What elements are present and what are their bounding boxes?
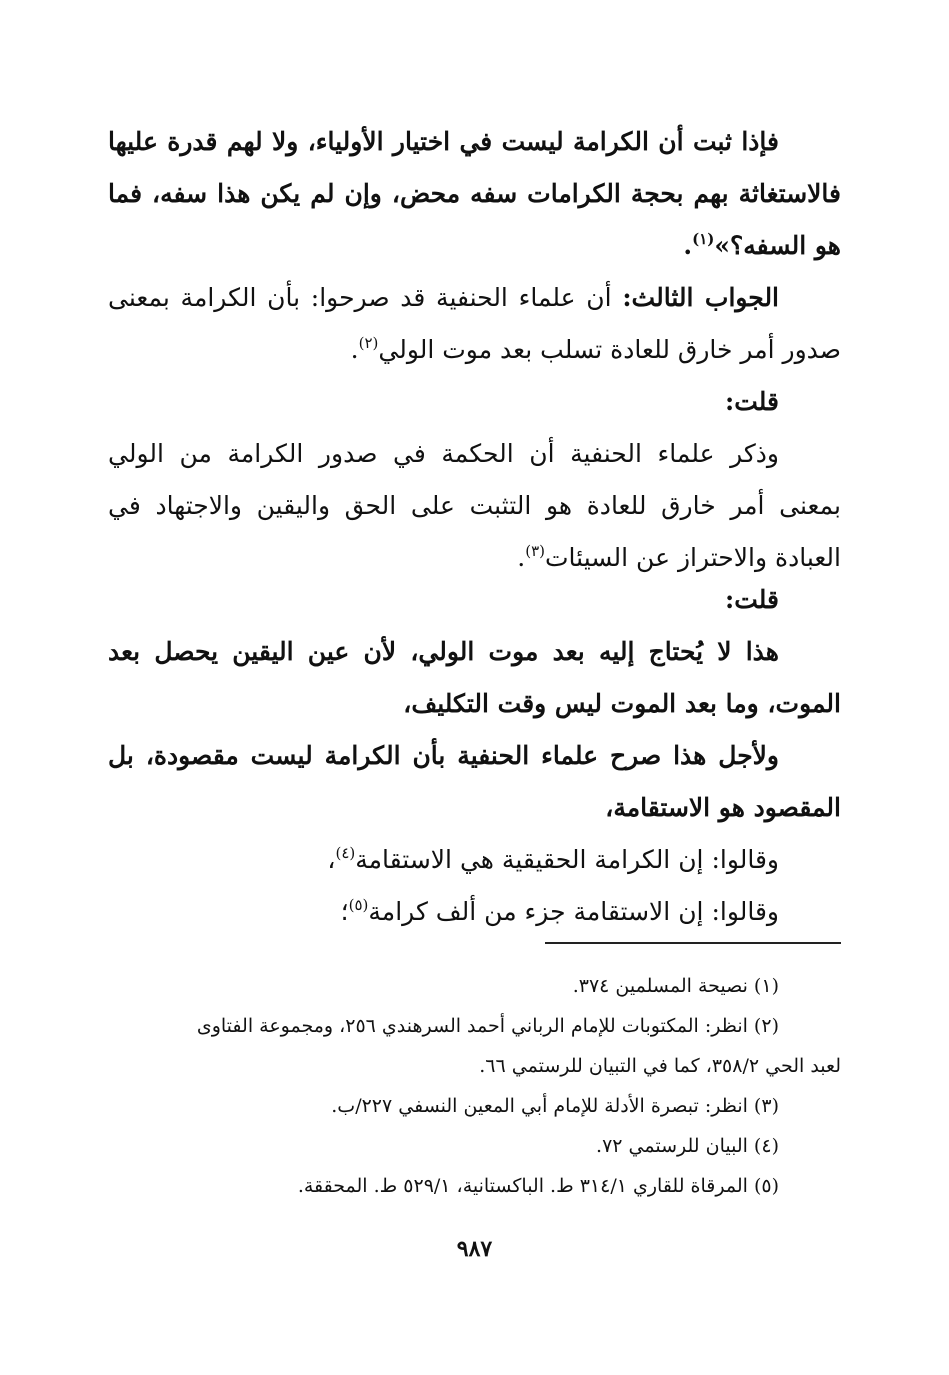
paragraph-conclusion: [108, 116, 841, 272]
paragraph-text: وذكر علماء الحنفية أن الحكمة في صدور الكرامة من الولي بمعنى أمر خارق للعادة هو التثبت على الحق واليقين والاجتهاد في العبادة والاحتراز عن السيئات: [108, 439, 841, 572]
footnote-5: (٥) المرقاة للقاري ٣١٤/١ ط. الباكستانية، ٥٢٩/١ ط. المحققة.: [297, 1175, 779, 1197]
footnote-2: (٢) انظر: المكتوبات للإمام الرباني أحمد السرهندي ٢٥٦، ومجموعة الفتاوى: [196, 1015, 779, 1037]
paragraph-third-answer: [108, 272, 841, 376]
footnote-ref-3: (٣): [525, 542, 545, 560]
paragraph-tail: .: [683, 231, 693, 260]
qult-heading-1: قلت:: [724, 387, 779, 416]
paragraph-tail: .: [350, 335, 359, 364]
paragraph-text: فإذا ثبت أن الكرامة ليست في اختيار الأولياء، ولا لهم قدرة عليها فالاستغاثة بهم بحجة الكرامات سفه محض، وإن لم يكن هذا سفه، فما هو السفه؟»: [108, 127, 841, 260]
paragraph-text: وقالوا: إن الكرامة الحقيقية هي الاستقامة: [355, 845, 779, 874]
paragraph-thousand-karama: [108, 886, 841, 938]
paragraph-real-karama: [108, 834, 841, 886]
section-heading: الجواب الثالث:: [622, 283, 780, 312]
page-number: ٩٨٧: [456, 1236, 493, 1262]
qult-heading-2: قلت:: [724, 585, 779, 614]
paragraph-tail: ،: [327, 845, 336, 874]
paragraph-istiqama: ولأجل هذا صرح علماء الحنفية بأن الكرامة ليست مقصودة، بل المقصود هو الاستقامة،: [108, 741, 841, 822]
footnote-ref-2: (٢): [358, 334, 379, 352]
paragraph-text: أن علماء الحنفية قد صرحوا: بأن الكرامة بمعنى صدور أمر خارق للعادة تسلب بعد موت الولي: [108, 283, 841, 364]
main-text: [108, 116, 841, 584]
footnote-4: (٤) البيان للرستمي ٧٢.: [596, 1135, 779, 1157]
paragraph-tail: ؛: [340, 897, 349, 926]
footnote-3: (٣) انظر: تبصرة الأدلة للإمام أبي المعين النسفي ٢٢٧/ب.: [331, 1095, 779, 1117]
footnote-2-continued: لعبد الحي ٣٥٨/٢، كما في التبيان للرستمي ٦٦.: [479, 1055, 841, 1077]
footnote-ref-5: (٥): [348, 896, 369, 914]
footnote-ref-4: (٤): [335, 844, 356, 862]
main-text-continued: [108, 574, 841, 938]
paragraph-wisdom: [108, 428, 841, 584]
footnote-divider: [545, 942, 841, 944]
paragraph-no-need: هذا لا يُحتاج إليه بعد موت الولي، لأن عين اليقين يحصل بعد الموت، وما بعد الموت ليس وقت التكليف،: [108, 637, 841, 718]
paragraph-tail: .: [517, 543, 526, 572]
paragraph-text: وقالوا: إن الاستقامة جزء من ألف كرامة: [368, 897, 779, 926]
footnotes: [108, 966, 841, 1206]
footnote-1: (١) نصيحة المسلمين ٣٧٤.: [572, 975, 779, 997]
footnote-ref-1: (١): [692, 230, 715, 248]
